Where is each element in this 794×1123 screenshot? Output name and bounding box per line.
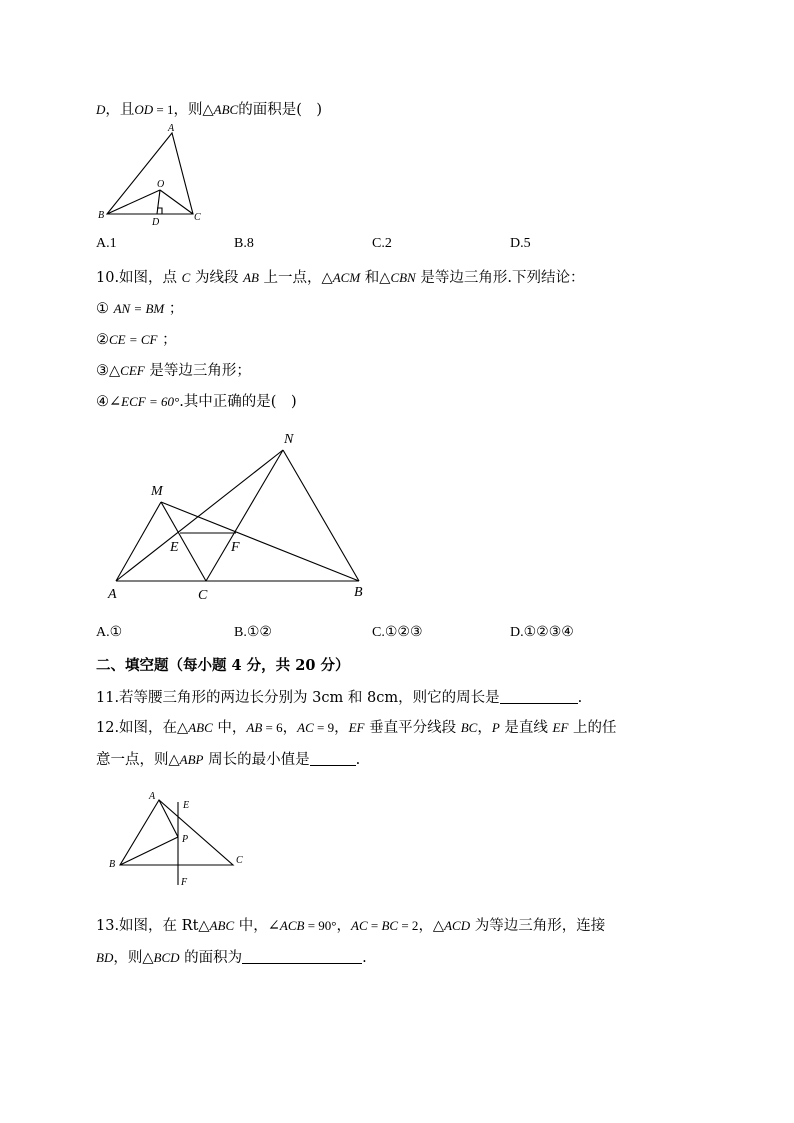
q9-segment-oc — [160, 190, 193, 214]
q12-value: = 9 — [313, 720, 335, 735]
conclusion-tail: ； — [168, 301, 184, 317]
q9-stem-text: ，且 — [105, 102, 135, 118]
q10-option-a[interactable]: A.① — [96, 625, 123, 640]
q12-var: AB — [246, 720, 263, 735]
q12-segment-bp — [120, 837, 178, 865]
q12-text: 周长的最小值是 — [203, 752, 310, 768]
q12-value: = 6 — [262, 720, 283, 735]
q10-segment-nb — [283, 450, 359, 581]
q12-var: AC — [297, 720, 314, 735]
q11-stem: 11.若等腰三角形的两边长分别为 3cm 和 8cm，则它的周长是 — [96, 690, 500, 706]
section-heading: 二、填空题（每小题 4 分，共 20 分） — [96, 657, 350, 674]
q9-label-b: B — [98, 210, 105, 221]
q10-stem-text: 上一点，△ — [258, 270, 333, 286]
q9-stem-text: 的面积是( ) — [238, 102, 323, 118]
q13-var: ABC — [209, 918, 235, 933]
q10-label-n: N — [284, 432, 294, 447]
conclusion-tail: 是等边三角形； — [144, 363, 251, 379]
q13-answer-blank[interactable] — [242, 949, 362, 964]
q9-label-d: D — [152, 217, 160, 228]
q10-option-d[interactable]: D.①②③④ — [510, 625, 574, 640]
q13-text: 的面积为 — [179, 950, 243, 966]
q9-label-o: O — [157, 179, 165, 190]
q9-option-c[interactable]: C.2 — [372, 236, 392, 251]
conclusion-tail: ； — [162, 332, 177, 348]
q9-stem-var: D — [96, 102, 106, 117]
q13-text: 为等边三角形，连接 — [470, 918, 606, 934]
q12-answer-blank[interactable] — [310, 751, 356, 766]
q10-stem — [96, 266, 584, 287]
q11-answer-blank[interactable] — [500, 689, 578, 704]
q12-var: BC — [460, 720, 478, 735]
q10-segment-mc — [161, 502, 206, 581]
q10-stem-var: CBN — [390, 270, 416, 285]
q10-label-a: A — [108, 587, 117, 602]
q13-value: = 2 — [398, 918, 419, 933]
q13-text: 13.如图，在 Rt△ — [96, 918, 210, 934]
q12-label-c: C — [236, 855, 243, 866]
q13-var: BD — [96, 950, 114, 965]
q11-end: . — [577, 690, 583, 706]
q10-stem-text: 10.如图，点 — [96, 270, 182, 286]
q12-text: 垂直平分线段 — [364, 720, 461, 736]
q9-stem-value: = 1 — [153, 102, 174, 117]
q10-segment-an — [116, 450, 283, 581]
q12-segment-ap — [159, 800, 178, 837]
q12-var: EF — [348, 720, 365, 735]
q13-text: . — [362, 950, 367, 966]
conclusion-expr: ECF = 60° — [121, 394, 180, 409]
q9-stem-var: ABC — [213, 102, 239, 117]
q12-var: ABC — [188, 720, 213, 735]
q12-var: ABP — [179, 752, 204, 767]
q13-var: AC — [351, 918, 368, 933]
q9-right-angle-mark — [157, 208, 162, 214]
q12-text: 上的任 — [568, 720, 617, 736]
q12-var: P — [491, 720, 500, 735]
q10-label-m: M — [151, 484, 163, 499]
q13-var: ACB — [279, 918, 305, 933]
conclusion-mark: ② — [96, 332, 109, 348]
q9-stem-var: OD — [134, 102, 154, 117]
q10-segment-cn — [206, 450, 283, 581]
q12-line-1 — [96, 716, 617, 737]
q13-line-2 — [96, 946, 367, 967]
q10-segment-am — [116, 502, 161, 581]
conclusion-mark: ③△ — [96, 363, 121, 379]
q13-text: ， — [336, 918, 351, 934]
q10-stem-text: 是等边三角形.下列结论： — [415, 270, 585, 286]
q12-var: EF — [552, 720, 569, 735]
conclusion-expr: AN = BM — [113, 301, 165, 316]
q9-segment-ob — [107, 190, 160, 214]
q12-text: 中， — [212, 720, 247, 736]
q10-conclusion-2 — [96, 328, 177, 349]
q12-label-p: P — [182, 834, 189, 845]
q13-var: ACD — [444, 918, 471, 933]
q9-stem — [96, 98, 322, 119]
q12-label-a: A — [149, 791, 156, 802]
q10-label-e: E — [170, 540, 179, 555]
conclusion-expr: CEF — [120, 363, 145, 378]
conclusion-expr: CE = CF — [109, 332, 158, 347]
q13-text: ，△ — [418, 918, 445, 934]
q9-option-a[interactable]: A.1 — [96, 236, 117, 251]
q10-stem-var: C — [181, 270, 191, 285]
q9-segment-od — [157, 190, 160, 214]
q10-option-c[interactable]: C.①②③ — [372, 625, 423, 640]
q10-stem-var: AB — [243, 270, 259, 285]
q10-segment-mb — [161, 502, 359, 581]
q9-label-c: C — [194, 212, 201, 223]
q9-triangle-abc — [107, 133, 193, 214]
q9-stem-text: ，则△ — [173, 102, 214, 118]
q11-text — [96, 686, 582, 707]
q12-triangle-abc — [120, 800, 233, 865]
q12-label-f: F — [181, 877, 188, 888]
conclusion-mark: ④∠ — [96, 394, 122, 410]
q12-text: 意一点，则△ — [96, 752, 180, 768]
q13-var: BCD — [153, 950, 180, 965]
q10-stem-text: 和△ — [360, 270, 391, 286]
q9-label-a: A — [168, 123, 175, 134]
q12-text: 是直线 — [499, 720, 553, 736]
q10-label-f: F — [231, 540, 240, 555]
q13-value: = 90° — [304, 918, 337, 933]
q12-text: ， — [477, 720, 492, 736]
q12-text: ， — [282, 720, 298, 736]
q10-label-b: B — [354, 585, 363, 600]
q10-stem-var: ACM — [332, 270, 361, 285]
q10-conclusion-1 — [96, 297, 183, 318]
q12-label-e: E — [183, 800, 190, 811]
q13-value: = — [367, 918, 382, 933]
q13-text: ，则△ — [113, 950, 154, 966]
q10-stem-text: 为线段 — [190, 270, 244, 286]
q13-text: 中，∠ — [234, 918, 280, 934]
q10-conclusion-3 — [96, 359, 251, 380]
conclusion-tail: .其中正确的是( ) — [179, 394, 297, 410]
q9-option-d[interactable]: D.5 — [510, 236, 531, 251]
q12-text: . — [355, 752, 361, 768]
q10-conclusion-4 — [96, 390, 297, 411]
q13-line-1 — [96, 914, 605, 935]
q10-option-b[interactable]: B.①② — [234, 625, 272, 640]
q9-option-b[interactable]: B.8 — [234, 236, 254, 251]
conclusion-mark: ① — [96, 301, 109, 317]
q12-label-b: B — [109, 859, 116, 870]
q13-var: BC — [381, 918, 399, 933]
q12-text: 12.如图，在△ — [96, 720, 189, 736]
q12-line-2 — [96, 748, 360, 769]
q10-label-c: C — [198, 588, 208, 603]
q12-text: ， — [334, 720, 349, 736]
